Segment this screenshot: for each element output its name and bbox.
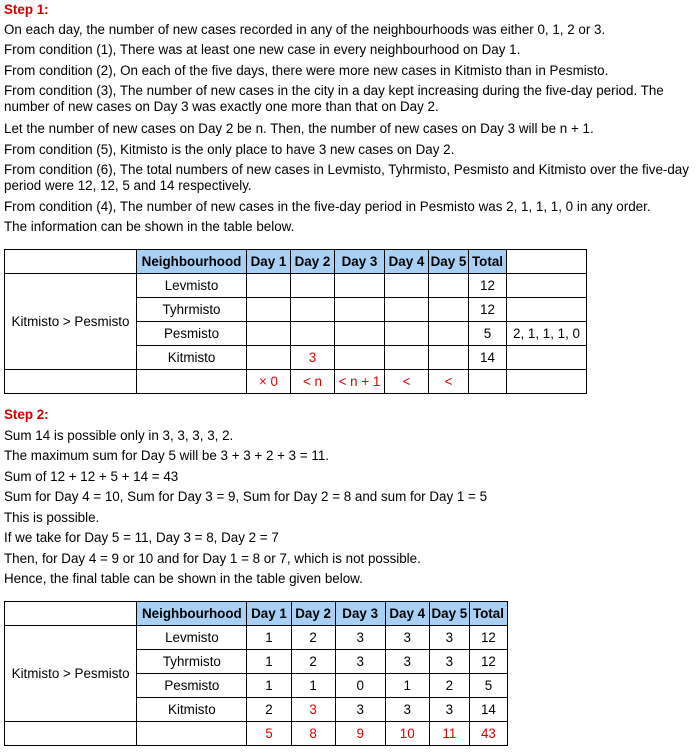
step2-line: Sum for Day 4 = 10, Sum for Day 3 = 9, Sum for Day 2 = 8 and sum for Day 1 = 5 — [4, 489, 488, 504]
table-cell — [429, 298, 469, 322]
step2-line: Sum of 12 + 12 + 5 + 14 = 43 — [4, 469, 179, 484]
table-cell — [385, 298, 429, 322]
footer-cell: < — [385, 370, 429, 394]
row-extra — [507, 346, 587, 370]
table-cell — [335, 298, 385, 322]
blank-cell — [5, 250, 137, 274]
info-table-final — [4, 601, 508, 746]
row-extra — [507, 274, 587, 298]
row-total: 5 — [469, 674, 507, 698]
table-cell — [429, 346, 469, 370]
footer-cell: 43 — [469, 722, 507, 746]
row-total: 12 — [469, 274, 507, 298]
step1-line: From condition (2), On each of the five days, there were more new cases in Kitmisto than in Pesmisto. — [4, 63, 609, 78]
row-name: Tyhrmisto — [137, 298, 247, 322]
table-cell: 0 — [335, 674, 385, 698]
row-total: 12 — [469, 626, 507, 650]
row-total: 14 — [469, 346, 507, 370]
table-cell — [385, 274, 429, 298]
footer-cell: 11 — [429, 722, 469, 746]
footer-cell: < — [429, 370, 469, 394]
table-cell — [247, 322, 291, 346]
table-cell: 2 — [291, 650, 335, 674]
blank-cell — [5, 602, 137, 626]
blank-cell — [137, 722, 247, 746]
header-total: Total — [469, 250, 507, 274]
footer-cell: × 0 — [247, 370, 291, 394]
table-cell: 3 — [429, 626, 469, 650]
row-name: Levmisto — [137, 274, 247, 298]
table-cell: 3 — [385, 650, 429, 674]
blank-cell — [5, 370, 137, 394]
step1-line: Let the number of new cases on Day 2 be n. Then, the number of new cases on Day 3 will be n + 1. — [4, 121, 594, 136]
table-cell: 3 — [429, 650, 469, 674]
step2-line: Hence, the final table can be shown in the table given below. — [4, 571, 363, 586]
footer-cell: < n + 1 — [335, 370, 385, 394]
row-name: Kitmisto — [137, 698, 247, 722]
header-day1: Day 1 — [247, 250, 291, 274]
table-cell — [385, 322, 429, 346]
row-total: 5 — [469, 322, 507, 346]
table-cell: 1 — [247, 650, 291, 674]
footer-cell: 10 — [385, 722, 429, 746]
header-day4: Day 4 — [385, 602, 429, 626]
table-cell: 3 — [291, 346, 335, 370]
footer-cell: 5 — [247, 722, 291, 746]
table-cell — [335, 274, 385, 298]
table-cell: 2 — [429, 674, 469, 698]
table-cell: 1 — [247, 674, 291, 698]
step2-line: The maximum sum for Day 5 will be 3 + 3 + 2 + 3 = 11. — [4, 448, 329, 463]
step1-line: From condition (5), Kitmisto is the only place to have 3 new cases on Day 2. — [4, 142, 455, 157]
table-cell — [291, 274, 335, 298]
header-day4: Day 4 — [385, 250, 429, 274]
row-name: Tyhrmisto — [137, 650, 247, 674]
header-day1: Day 1 — [247, 602, 291, 626]
table-cell: 2 — [247, 698, 291, 722]
table-cell: 3 — [385, 698, 429, 722]
footer-cell: 8 — [291, 722, 335, 746]
header-day2: Day 2 — [291, 250, 335, 274]
table-cell — [429, 274, 469, 298]
step2-line: If we take for Day 5 = 11, Day 3 = 8, Day 2 = 7 — [4, 530, 279, 545]
header-day3: Day 3 — [335, 250, 385, 274]
row-extra: 2, 1, 1, 1, 0 — [507, 322, 587, 346]
table-cell — [335, 322, 385, 346]
table-cell: 3 — [335, 698, 385, 722]
row-name: Pesmisto — [137, 322, 247, 346]
step2-line: Sum 14 is possible only in 3, 3, 3, 3, 2. — [4, 428, 234, 443]
table-cell — [291, 322, 335, 346]
step2-line: Then, for Day 4 = 9 or 10 and for Day 1 = 8 or 7, which is not possible. — [4, 551, 421, 566]
header-neighbourhood: Neighbourhood — [137, 602, 247, 626]
blank-cell — [137, 370, 247, 394]
row-name: Pesmisto — [137, 674, 247, 698]
table-cell: 1 — [385, 674, 429, 698]
side-label: Kitmisto > Pesmisto — [5, 274, 137, 370]
table-cell: 2 — [291, 626, 335, 650]
step1-line: From condition (6), The total numbers of new cases in Levmisto, Tyhrmisto, Pesmisto and Kitmisto over the five-day period were 12, 12, 5 and 14 respectively. — [4, 162, 689, 193]
table-cell — [291, 298, 335, 322]
table-cell: 3 — [429, 698, 469, 722]
row-total: 12 — [469, 650, 507, 674]
step1-line: From condition (4), The number of new cases in the five-day period in Pesmisto was 2, 1, 1, 1, 0 in any order. — [4, 199, 651, 214]
table-cell: 3 — [335, 650, 385, 674]
table-cell — [385, 346, 429, 370]
table-cell: 3 — [335, 626, 385, 650]
header-day3: Day 3 — [335, 602, 385, 626]
row-name: Kitmisto — [137, 346, 247, 370]
step1-line: From condition (3), The number of new cases in the city in a day kept increasing during the five-day period. The number of new cases on Day 3 was exactly one more than that on Day 2. — [4, 83, 664, 114]
table-cell — [247, 346, 291, 370]
header-total: Total — [469, 602, 507, 626]
footer-cell: < n — [291, 370, 335, 394]
table-cell — [247, 298, 291, 322]
table-cell: 3 — [385, 626, 429, 650]
row-extra — [507, 298, 587, 322]
footer-cell — [469, 370, 507, 394]
info-table-initial — [4, 249, 587, 394]
row-total: 12 — [469, 298, 507, 322]
step2-heading: Step 2: — [4, 407, 49, 422]
blank-cell — [507, 250, 587, 274]
step1-line: The information can be shown in the table below. — [4, 219, 295, 234]
table-cell — [335, 346, 385, 370]
header-day5: Day 5 — [429, 250, 469, 274]
blank-cell — [5, 722, 137, 746]
row-name: Levmisto — [137, 626, 247, 650]
step1-line: On each day, the number of new cases recorded in any of the neighbourhoods was either 0, 1, 2 or 3. — [4, 22, 606, 37]
footer-cell: 9 — [335, 722, 385, 746]
table-cell — [247, 274, 291, 298]
header-neighbourhood: Neighbourhood — [137, 250, 247, 274]
table-cell — [429, 322, 469, 346]
step1-line: From condition (1), There was at least one new case in every neighbourhood on Day 1. — [4, 42, 521, 57]
step1-heading: Step 1: — [4, 2, 49, 17]
blank-cell — [507, 370, 587, 394]
table-cell: 3 — [291, 698, 335, 722]
table-cell: 1 — [247, 626, 291, 650]
row-total: 14 — [469, 698, 507, 722]
step2-line: This is possible. — [4, 510, 100, 525]
header-day2: Day 2 — [291, 602, 335, 626]
side-label: Kitmisto > Pesmisto — [5, 626, 137, 722]
header-day5: Day 5 — [429, 602, 469, 626]
table-cell: 1 — [291, 674, 335, 698]
